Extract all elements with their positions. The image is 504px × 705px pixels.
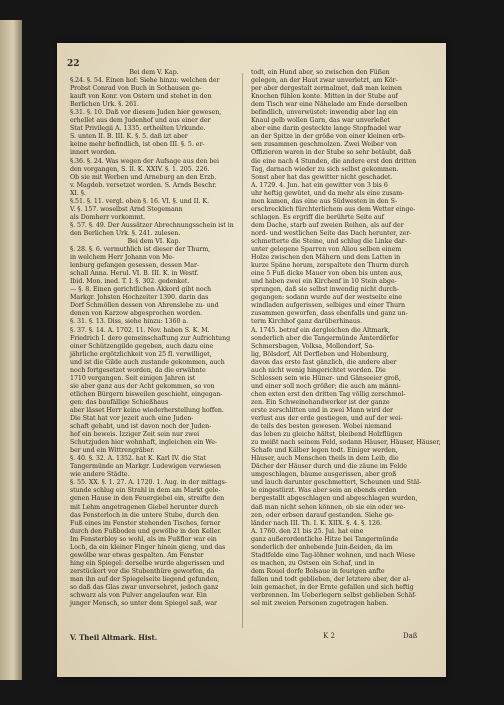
text-line: Dächer der Häuser durch und die zäune im Felde xyxy=(251,463,407,471)
text-line: lenburg gefangen gesessen, dessen Mar- xyxy=(70,262,200,270)
text-line: fallen und todt geblieben, der letztere aber, der al- xyxy=(251,575,411,583)
text-line: §. 55. XX. §. 1. 27. A. 1720. 1. Aug. in der mittags- xyxy=(70,479,227,487)
text-line: umgeschlagen, bäume ausgerissen, aber groß xyxy=(251,471,397,479)
text-line: Tag, darnach wieder zu sich selbst gekommen. xyxy=(251,165,399,173)
text-line: das leben zu gleiche hältst, bleibend Holzflügen xyxy=(251,431,403,439)
text-line: aber eine darin gesteckte lange Stopfnadel war xyxy=(251,125,401,133)
text-line: zerstückert vor die Stubenthüre geworfen, da xyxy=(70,567,215,575)
text-line: gegangen: sodann wurde auf der westseite eine xyxy=(251,294,402,302)
text-line: schall Anna. Herul. VI. B. III. K. in Westf. xyxy=(70,270,199,278)
text-line: Dorf Schmöllen dessen von Ahrenslebe zu- und xyxy=(70,302,219,310)
text-line: schlagen. Es ergriff die berührte Seite auf xyxy=(251,213,384,221)
text-line: so daß das Glas zwar unversehret, jedoch ganz xyxy=(70,584,219,591)
text-line: durch den Fußboden und gewölbe in den Keller. xyxy=(70,527,222,535)
text-line: dem Rouel dorfe Bolsaue in feurigen anfte xyxy=(251,567,385,575)
text-line: gelegen, an der Haut zwar unverletzt, am Kör- xyxy=(251,77,398,85)
text-line: erste zerschlitten und in zwei Mann wird der xyxy=(251,406,393,414)
text-line: es machen, zu Ostsen ein Schaf, und in xyxy=(251,559,375,567)
document-page xyxy=(57,43,446,677)
text-line: verlust aus der erde gestiegen, und auf der wei- xyxy=(251,415,403,423)
text-line: junger Mensch, so unter dem Spiegel saß, war xyxy=(70,600,218,608)
text-line: davon das erste fast gänzlich, die andere aber xyxy=(251,358,397,366)
left-column xyxy=(70,69,238,608)
text-line: Fuß eines im Fenster stehenden Tisches, ferner xyxy=(70,519,221,527)
text-line: die eine nach 4 Stunden, die andere erst den dritten xyxy=(251,157,417,165)
text-line: Ibid. Mon. ined. T. I. §. 302. gedenket. xyxy=(70,278,190,286)
text-line: le eingestürzt. Was aber sein an ebends erden xyxy=(251,487,397,495)
text-line: dem Dache, starb auf zweien Reihen, als auf der xyxy=(251,221,404,229)
text-line: mit Lehm angetragenen Giebel herunter durch xyxy=(70,503,219,511)
text-line: — §. 8. Einen gerichtlichen Akkord gibt noch xyxy=(70,286,212,294)
text-line: den Berlichen Urk. §. 241. zulesen. xyxy=(70,229,181,237)
text-line: §. 28. §. 6. vermuthlich ist dieser der Thurm, xyxy=(70,246,211,254)
text-line: einer Schützengilde gegeben, auch dazu eine xyxy=(70,342,214,350)
text-line: etlichen Bürgern bisweilen geschieht, eingegan- xyxy=(70,390,223,398)
text-line: Stadtfelde eine Tag-löhner wohnen, und nach Wiese xyxy=(251,551,416,559)
text-line: de teils des besten gewesen. Wobei niemand xyxy=(251,423,392,431)
text-line: Im Fensterbley so wohl, als im Fußflor war ein xyxy=(70,535,217,543)
text-line: §. 40. §. 32. A. 1352. hat K. Karl IV. die Stat xyxy=(70,455,206,463)
text-line: ber und ein Wittrengräber. xyxy=(70,447,155,455)
text-line: länder nach III. Th. I. K. XIIX. §. 4. §. 126. xyxy=(251,519,382,527)
text-line: Berlichen Urk. §. 261. xyxy=(70,101,139,109)
text-line: §.36. §. 24. Was wegen der Aufsage aus den bei xyxy=(70,157,219,165)
text-line: kurze Späne herum, zerspaltete den Thurm durch xyxy=(251,262,409,270)
text-line: zu meißt nach seinem Feld, sodann Häuser, Häuser, Häuser, xyxy=(251,439,441,447)
text-line: gen: das baufällige Schießhaus xyxy=(70,398,169,406)
text-line: erhellet aus dem Judenhof und aus einer der xyxy=(70,117,211,125)
text-line: Loch, da ein kleiner Finger hinein gieng, und das xyxy=(70,543,226,551)
text-line: genen Hause in den Feuergiebel ein, streifte den xyxy=(70,495,225,503)
text-line: S. unten II. B. III. K. §. 5. daß izt aber xyxy=(70,133,188,141)
text-line: XI. §. xyxy=(70,189,86,197)
text-line: an der Spitze in der größe von einer kleinen erb- xyxy=(251,133,405,141)
text-line: sonderlich aber die Tangermünde Ämterdörfer xyxy=(251,334,399,342)
text-line: das Fensterloch in die untere Stube, durch den xyxy=(70,511,219,519)
text-line: stunde schlug ein Strahl in dem am Markt gele- xyxy=(70,487,221,495)
text-line: A. 1729. 4. Jun. hat ein gewitter von 3 bis 6 xyxy=(251,181,388,189)
text-line: und ist die Gilde auch zustande gekommen, auch xyxy=(70,358,225,366)
text-line: gewölbe war etwas gespalten. Am Fenster xyxy=(70,551,204,559)
text-line: Sonst aber hat das gewitter nicht geschadet. xyxy=(251,173,393,181)
text-line: Bei dem VI. Kap. xyxy=(127,237,181,245)
text-line: zusammen geworfen, dass ebenfalls und ganz un- xyxy=(251,310,408,318)
text-line: Bei dem V. Kap. xyxy=(129,69,179,76)
text-line: uhr heftig gewütet, und da mehr als eine zusam- xyxy=(251,189,405,197)
right-column xyxy=(251,69,441,608)
text-line: Stat Privilegii A. 1335. ertheilten Urkunde. xyxy=(70,125,206,133)
text-line: aber lässet Herr keine wiederherstellung hoffen. xyxy=(70,406,224,414)
text-line: term Kirchhof ganz darüberhinaus. xyxy=(251,318,363,326)
text-line: innert worden. xyxy=(70,149,117,157)
text-line: Schafe und Kälber legen todt. Einiger werden, xyxy=(251,447,398,455)
text-line: sel mit zweien Personen zugetragen haben. xyxy=(251,600,389,608)
text-line: sie aber ganz aus der Acht gekommen, so von xyxy=(70,382,215,390)
text-line: Knaul gelb wollen Garn, das war unverleßet xyxy=(251,117,390,125)
text-line: chen exten erst den dritten Tag völlig zerschmol- xyxy=(251,390,406,398)
text-line: unter gelegene Sparren von Aliou selben einem xyxy=(251,246,402,254)
text-line: man ihn auf der Spiegelseite liegend gefunden, xyxy=(70,575,220,583)
text-line: und lauch darunter geschmettert, Scheunen und Stäl- xyxy=(251,479,422,487)
text-line: Offizieren waren in der Stube so sehr betäubt, daß xyxy=(251,149,412,157)
text-line: lein gemachet, in der Ernte gefallen und sich heftig xyxy=(251,584,414,591)
text-line: Häuser, auch Menschen theils in dem Leib, die xyxy=(251,455,399,463)
text-line: befindlich, unverwüstet: inwendig aber lag ein xyxy=(251,109,398,117)
previous-page-edge xyxy=(0,20,22,680)
text-line: Probst Conrad von Buch in Sothausen ge- xyxy=(70,85,202,93)
text-line: hof ein beweis. Izziger Zeit sein nur zwei xyxy=(70,431,200,439)
text-line: hing ein Spiegel: derselbe wurde abgerissen und xyxy=(70,559,225,567)
text-line: todt, ein Hund aber, so zwischen den Füßen xyxy=(251,69,390,76)
text-line: §.24. §. 54. Einen hof: Siehe hinzu: welchen der xyxy=(70,77,220,85)
text-line: Knochen fühlen konte. Mitten in der Stube auf xyxy=(251,93,398,101)
text-line: windladen aufgerissen, selbiges und einer Thurn xyxy=(251,302,405,310)
text-line: jährliche ergötzlichkeit von 25 fl. verwilliget, xyxy=(70,350,212,358)
text-line: §. 57. §. 49. Der Aussätzer Abrechnungsschein ist in xyxy=(70,221,234,229)
text-line: Tangermünde an Markgr. Ludewigen verwiesen xyxy=(70,463,221,471)
text-line: nord- und westlichen Seite das Dach herunter, zer- xyxy=(251,229,412,237)
text-line: §. 37. §. 14. A. 1702. 11. Nov. haben S. K. M. xyxy=(70,326,210,334)
text-line: men kamen, das eine aus Südwesten in den S- xyxy=(251,197,398,205)
page-number: 22 xyxy=(67,59,80,69)
text-line: lig, Bölsdorf, Alt Derfleben und Hobenburg, xyxy=(251,350,389,358)
text-line: dem Tisch war eine Nähelade am Ende derselben xyxy=(251,101,408,109)
text-line: kauft von Konr. von Ostern und stehet in den xyxy=(70,93,212,101)
catchword: Daß xyxy=(403,632,418,640)
text-line: und haben zwei ein Kirchenf in 10 Stein abge- xyxy=(251,278,397,286)
text-line: verbrennen. Im Ueberlegern selbst geblieben Schäf- xyxy=(251,592,417,600)
text-line: §.51. §. 11. vergl. oben §. 16. VI. §. und II. K. xyxy=(70,197,210,205)
text-line: schwarz als von Pulver angelaufen war. Ein xyxy=(70,592,207,600)
text-line: Ob sie mit Werben und Arneburg an den Erzb. xyxy=(70,173,217,181)
text-line: v. Magdeb. versetzet worden. S. Arnds Beschr. xyxy=(70,181,217,189)
text-line: Schlossen sein wie Hüner- und Gänseeier groß, xyxy=(251,374,401,382)
text-line: denen von Karzow abgesprochen worden. xyxy=(70,310,203,318)
text-line: erschrecklich fürchterlichem aus dem Wetter einge- xyxy=(251,205,416,213)
text-line: sprungen, daß sie selbst inwendig nicht durch- xyxy=(251,286,399,294)
text-line: zen. Ein Schweinehandwerker ist der ganze xyxy=(251,398,390,406)
text-line: Die Stat hat vor jezeit auch eine Juden- xyxy=(70,415,194,423)
text-line: sen zusammen geschmolzen. Zwei Weiber von xyxy=(251,141,397,149)
text-line: und einer soll noch größer; die auch am männi- xyxy=(251,382,401,390)
text-line: Schutzjuden hier wohnhaft, ingleichen ein We- xyxy=(70,439,217,447)
text-line: §.31. §. 10. Daß vor diesem Juden hier gewesen, xyxy=(70,109,222,117)
signature-mark: K 2 xyxy=(323,632,335,640)
text-line: bergestallt abgeschlagen und abgeschlagen wurden, xyxy=(251,495,418,503)
text-line: schaft gehabt, und ist davon noch der Juden- xyxy=(70,423,212,431)
text-line: als Domherr vorkommt. xyxy=(70,213,146,221)
text-line: daß man nicht sehen können, ob sie ein oder we- xyxy=(251,503,406,511)
text-line: A. 1760. den 21 bis 25. Jul. hat eine xyxy=(251,527,364,535)
text-line: den vorgangen, S. II. K. XXIV. §. 1. 205. 226. xyxy=(70,165,210,173)
footer-title: V. Theil Altmark. Hist. xyxy=(70,633,158,642)
text-line: noch fortgesetzet worden, da die erwähnte xyxy=(70,366,206,374)
text-line: eine 5 Fuß dicke Mauer von oben bis unten aus, xyxy=(251,270,403,278)
text-line: Schmersbagen, Volksa, Mollendorf, Sa- xyxy=(251,342,375,350)
text-line: zen, oder erbsen darauf gestanden. Siehe ge- xyxy=(251,511,395,519)
text-line: Holze zwischen den Mähern und dem Latten in xyxy=(251,254,401,262)
column-divider xyxy=(242,73,243,628)
text-line: schmetterte die Steine, und schlug die Linke dar- xyxy=(251,237,407,245)
text-line: in welchem Herr Johann von Me- xyxy=(70,254,175,262)
text-line: ganz außerordentliche Hitze bei Tangermünde xyxy=(251,535,399,543)
text-line: sonderlich der anhebende Juin-ßeiden, da im xyxy=(251,543,393,551)
text-line: auch nicht wenig hingerichtet worden. Die xyxy=(251,366,386,374)
text-line: wie andere Städte. xyxy=(70,471,130,479)
text-line: per aber dergestalt zermalmet, daß man keinen xyxy=(251,85,402,93)
text-line: Markgr. Johsten Hochzeiter 1390. darin das xyxy=(70,294,209,302)
text-line: §. 31. §. 13. Diss, siehe hinzu: 1360 a. xyxy=(70,318,189,326)
text-line: keine mehr befindlich, ist oben III. §. 5. er- xyxy=(70,141,205,149)
text-line: 1710 vergangen. Seit einigen Jahren ist xyxy=(70,374,196,382)
text-line: Friedrich I. dero gemeinschaftung zur Aufrichtung xyxy=(70,334,231,342)
text-line: A. 1745. betraf ein dergleichen die Altmark, xyxy=(251,326,390,334)
text-line: V. §. 157. woselbst Arnd Stegemann xyxy=(70,205,183,213)
